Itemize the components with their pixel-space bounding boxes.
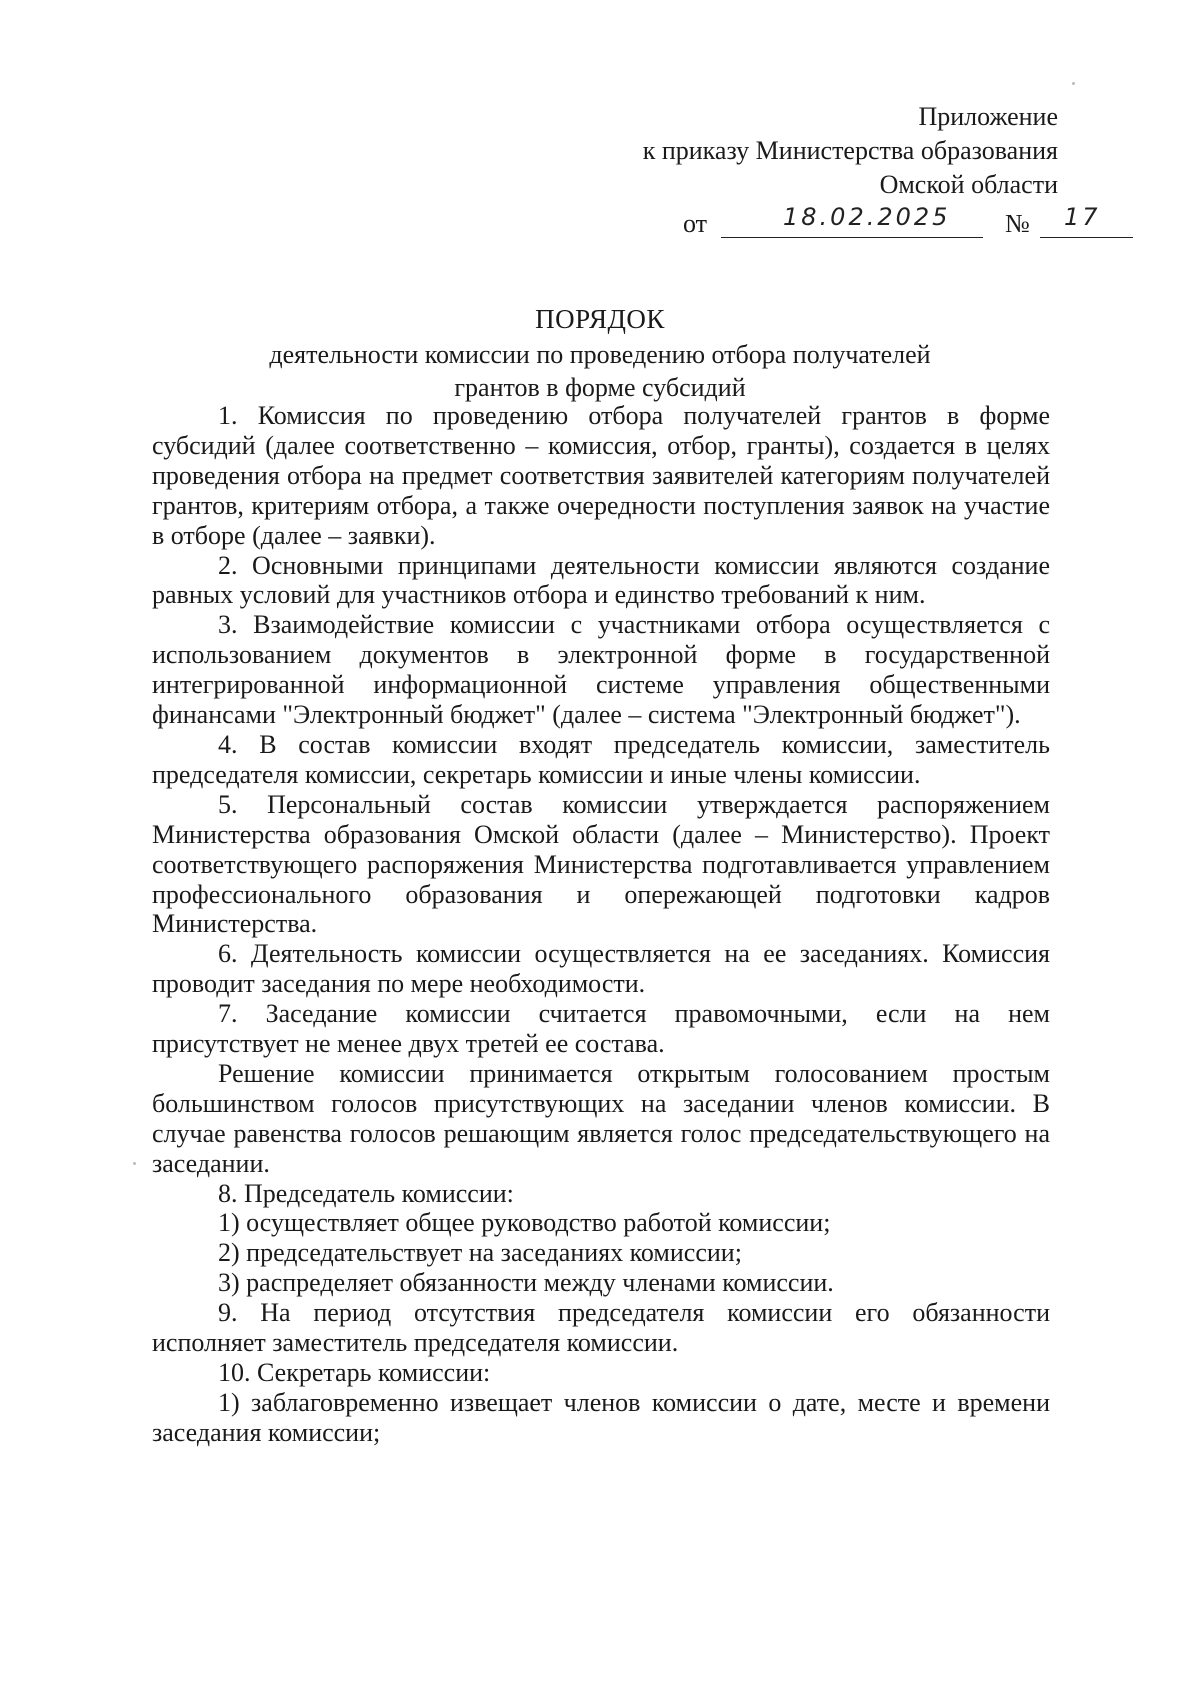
- paragraph-2: 2. Основными принципами деятельности комиссии являются создание равных условий для участников отбора и единство требований к ним.: [152, 550, 1050, 610]
- document-title: ПОРЯДОК: [535, 304, 665, 334]
- paragraph-5: 5. Персональный состав комиссии утверждается распоряжением Министерства образования Омской области (далее – Министерство). Проект соответствующего распоряжения Министерства подготавливается управлением профессионального образования и опережающей подготовки кадров Министерства.: [152, 789, 1050, 939]
- order-number-field: [1040, 203, 1133, 238]
- annex-order-reference: к приказу Министерства образования: [642, 136, 1058, 165]
- paragraph-8-item-3: 3) распределяет обязанности между членами комиссии.: [218, 1268, 834, 1298]
- document-body: [152, 401, 1050, 1448]
- annex-title: Приложение: [918, 102, 1058, 131]
- order-date-handwritten: 18.02.2025: [783, 203, 951, 231]
- paragraph-8-item-1: 1) осуществляет общее руководство работой комиссии;: [218, 1208, 831, 1238]
- paragraph-10: 10. Секретарь комиссии:: [218, 1358, 491, 1387]
- order-date-number-line: [683, 203, 1133, 243]
- document-subtitle-line-2: грантов в форме субсидий: [454, 373, 746, 402]
- document-title-block: [150, 303, 1050, 404]
- paragraph-10-item-1: 1) заблаговременно извещает членов комиссии о дате, месте и времени заседания комиссии;: [152, 1387, 1050, 1447]
- order-date-field: [721, 203, 983, 238]
- paragraph-7: 7. Заседание комиссии считается правомочными, если на нем присутствует не менее двух третей ее состава.: [152, 999, 1050, 1059]
- annex-region: Омской области: [879, 170, 1058, 199]
- order-number-handwritten: 17: [1064, 203, 1101, 231]
- paragraph-9: 9. На период отсутствия председателя комиссии его обязанности исполняет заместитель председателя комиссии.: [152, 1298, 1050, 1358]
- paragraph-4: 4. В состав комиссии входят председатель комиссии, заместитель председателя комиссии, секретарь комиссии и иные члены комиссии.: [152, 729, 1050, 789]
- paragraph-1: 1. Комиссия по проведению отбора получателей грантов в форме субсидий (далее соответственно – комиссия, отбор, гранты), создается в целях проведения отбора на предмет соответствия заявителей категориям получателей грантов, критериям отбора, а также очередности поступления заявок на участие в отборе (далее – заявки).: [152, 401, 1050, 550]
- paragraph-6: 6. Деятельность комиссии осуществляется на ее заседаниях. Комиссия проводит заседания по мере необходимости.: [152, 939, 1050, 999]
- annex-header: [643, 100, 1058, 202]
- paragraph-7-decision: Решение комиссии принимается открытым голосованием простым большинством голосов присутствующих на заседании членов комиссии. В случае равенства голосов решающим является голос председательствующего на заседании.: [152, 1058, 1050, 1178]
- paragraph-8: 8. Председатель комиссии:: [218, 1178, 514, 1208]
- document-subtitle-line-1: деятельности комиссии по проведению отбора получателей: [269, 340, 931, 369]
- paragraph-3: 3. Взаимодействие комиссии с участниками отбора осуществляется с использованием документов в электронной форме в государственной интегрированной информационной системе управления общественными финансами "Электронный бюджет" (далее – система "Электронный бюджет").: [152, 610, 1050, 730]
- scan-speck: [1072, 82, 1075, 85]
- number-label: №: [1005, 209, 1030, 238]
- paragraph-8-item-2: 2) председательствует на заседаниях комиссии;: [218, 1238, 742, 1268]
- from-label: от: [683, 209, 708, 238]
- scan-speck: [133, 1162, 136, 1165]
